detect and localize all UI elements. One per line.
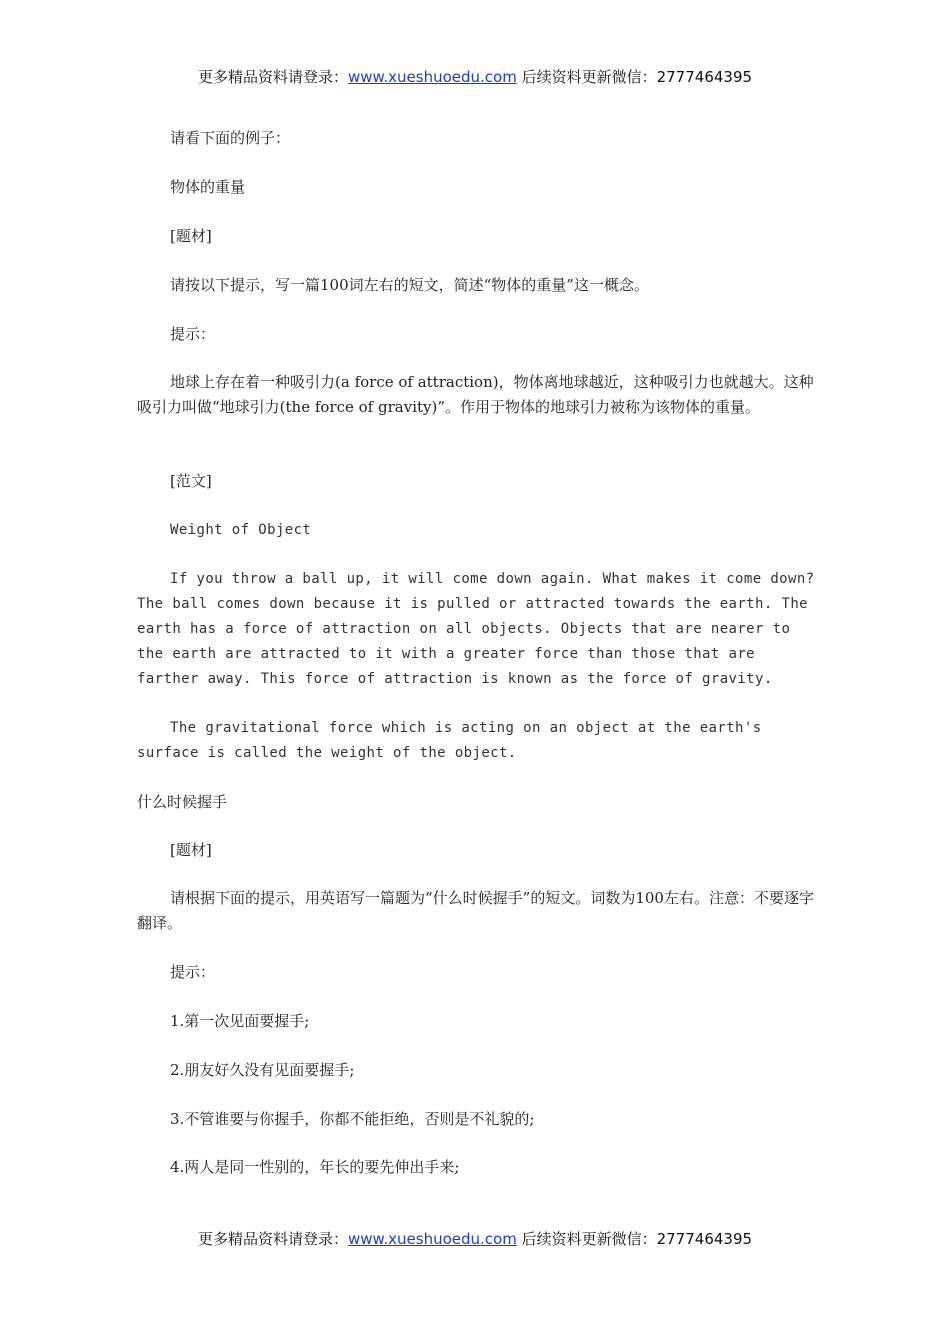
- header-prefix: 更多精品资料请登录：: [197, 68, 348, 86]
- sample-title: Weight of Object: [170, 522, 312, 538]
- hint-item-3: 3.不管谁要与你握手，你都不能拒绝，否则是不礼貌的;: [170, 1110, 535, 1128]
- header-link[interactable]: www.xueshuoedu.com: [347, 68, 517, 86]
- heading-handshake: 什么时候握手: [137, 793, 228, 811]
- label-hint-2: 提示：: [170, 963, 216, 981]
- footer-link[interactable]: www.xueshuoedu.com: [347, 1230, 517, 1248]
- page-header: [0, 66, 950, 87]
- footer-prefix: 更多精品资料请登录：: [197, 1230, 348, 1248]
- label-topic-2: [题材]: [170, 841, 212, 859]
- label-sample: [范文]: [170, 472, 212, 490]
- sample-paragraph-1: If you throw a ball up, it will come down again. What makes it come down? The ball comes down because it is pulled or attracted towards the earth. The earth has a force of attraction on all objects. Objects that are nearer to the earth are attracted to it with a greater force than those that are farther away. This force of attraction is known as the force of gravity.: [137, 571, 815, 687]
- hint-item-1: 1.第一次见面要握手;: [170, 1012, 310, 1030]
- hint-item-2: 2.朋友好久没有见面要握手;: [170, 1061, 355, 1079]
- hint-item-4: 4.两人是同一性别的，年长的要先伸出手来;: [170, 1158, 460, 1176]
- paragraph-instructions: 请按以下提示，写一篇100词左右的短文，简述“物体的重量”这一概念。: [170, 276, 649, 294]
- page-footer: [0, 1228, 950, 1249]
- footer-suffix: 后续资料更新微信：2777464395: [516, 1230, 753, 1248]
- heading-weight: 物体的重量: [170, 178, 246, 196]
- label-hint: 提示：: [170, 325, 216, 343]
- paragraph-hint-text: 地球上存在着一种吸引力(a force of attraction)，物体离地球越近，这种吸引力也就越大。这种吸引力叫做“地球引力(the force of gravity)”。作用于物体的地球引力被称为该物体的重量。: [137, 373, 814, 416]
- label-topic: [题材]: [170, 227, 212, 245]
- header-suffix: 后续资料更新微信：2777464395: [516, 68, 753, 86]
- paragraph-instructions-2: 请根据下面的提示，用英语写一篇题为“什么时候握手”的短文。词数为100左右。注意：不要逐字翻译。: [137, 889, 814, 932]
- paragraph-intro: 请看下面的例子：: [170, 129, 291, 147]
- sample-paragraph-2: The gravitational force which is acting on an object at the earth's surface is called the weight of the object.: [137, 720, 762, 761]
